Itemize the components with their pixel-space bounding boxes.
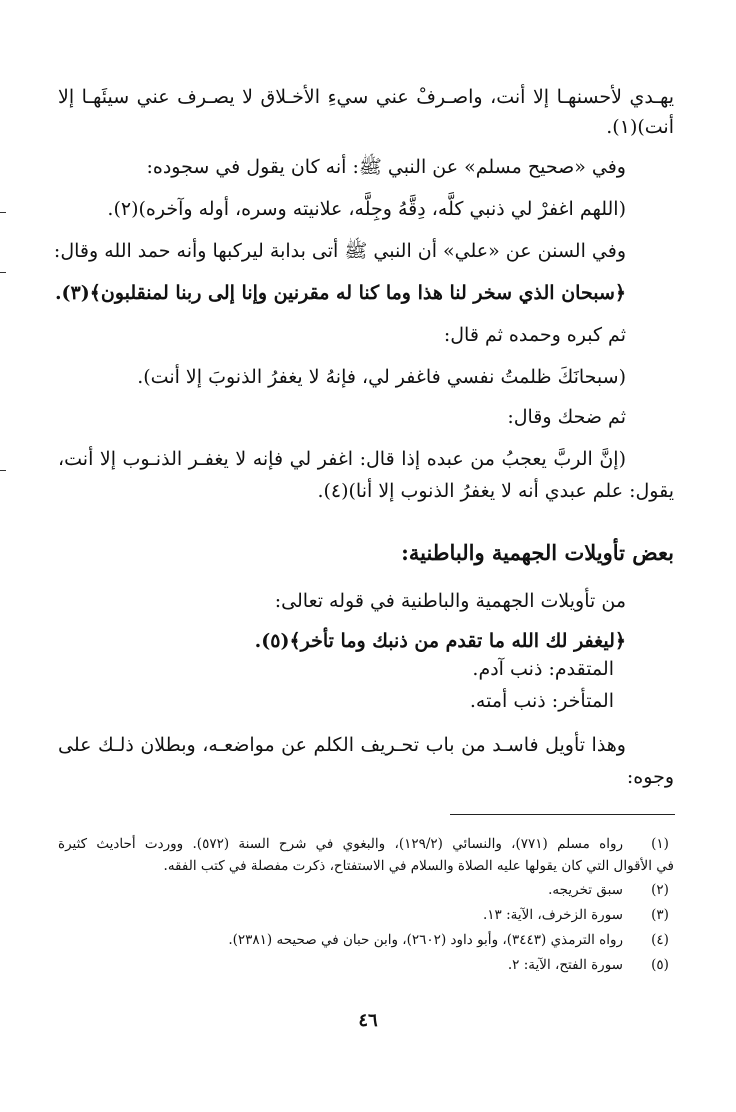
- body-line-2: أنت)(١).: [606, 116, 674, 138]
- body-line-4: (اللهم اغفرْ لي ذنبي كلَّه، دِقَّهُ وجِلَّه، علانيته وسره، أوله وآخره)(٢).: [107, 198, 626, 220]
- footnote-5-text: سورة الفتح، الآية: ٢.: [507, 957, 623, 973]
- body-line-15: المتأخر: ذنب أمته.: [469, 690, 614, 712]
- page-number: ٤٦: [358, 1010, 378, 1031]
- body-line-5: وفي السنن عن «علي» أن النبي ﷺ أتى بدابة ليركبها وأنه حمد الله وقال:: [53, 240, 626, 262]
- footnote-2-text: سبق تخريجه.: [548, 882, 623, 898]
- quran-verse-1: ﴿سبحان الذي سخر لنا هذا وما كنا له مقرنين وإنا إلى ربنا لمنقلبون﴾(٣).: [54, 282, 626, 304]
- footnote-separator: [450, 814, 675, 815]
- footnote-number-1: (١): [651, 836, 669, 852]
- quran-verse-2: ﴿ليغفر لك الله ما تقدم من ذنبك وما تأخر﴾(٥).: [254, 630, 626, 652]
- margin-tick: [0, 470, 6, 471]
- footnote-1-line-1: رواه مسلم (٧٧١)، والنسائي (١٢٩/٢)، والبغوي في شرح السنة (٥٧٢). ووردت أحاديث كثيرة: [58, 836, 623, 852]
- section-heading: بعض تأويلات الجهمية والباطنية:: [401, 540, 674, 565]
- body-line-9: ثم ضحك وقال:: [507, 406, 626, 428]
- body-line-17: وجوه:: [626, 766, 674, 788]
- body-line-7: ثم كبره وحمده ثم قال:: [443, 324, 626, 346]
- body-line-16: وهذا تأويل فاسـد من باب تحـريف الكلم عن مواضعـه، وبطلان ذلـك على: [58, 734, 626, 756]
- body-line-10: (إنَّ الربَّ يعجبُ من عبده إذا قال: اغفر لي فإنه لا يغفـر الذنـوب إلا أنت،: [58, 448, 626, 470]
- body-line-1: يهـدي لأحسنهـا إلا أنت، واصـرفْ عني سيءِ الأخـلاق لا يصـرف عني سيئَهـا إلا: [58, 86, 674, 108]
- body-line-12: من تأويلات الجهمية والباطنية في قوله تعالى:: [274, 590, 626, 612]
- body-line-3: وفي «صحيح مسلم» عن النبي ﷺ: أنه كان يقول في سجوده:: [146, 156, 626, 178]
- body-line-11: يقول: علم عبدي أنه لا يغفرُ الذنوب إلا أنا)(٤).: [317, 480, 674, 502]
- body-line-8: (سبحانَكَ ظلمتُ نفسي فاغفر لي، فإنهُ لا يغفرُ الذنوبَ إلا أنت).: [137, 366, 626, 388]
- footnote-1-line-2: في الأقوال التي كان يقولها عليه الصلاة والسلام في الاستفتاح، ذكرت مفصلة في كتب الفقه.: [163, 858, 674, 874]
- footnote-number-4: (٤): [651, 932, 669, 948]
- body-line-14: المتقدم: ذنب آدم.: [472, 658, 614, 680]
- footnote-number-5: (٥): [651, 957, 669, 973]
- footnote-number-3: (٣): [651, 907, 669, 923]
- footnote-4-text: رواه الترمذي (٣٤٤٣)، وأبو داود (٢٦٠٢)، وابن حبان في صحيحه (٢٣٨١).: [228, 932, 623, 948]
- footnote-number-2: (٢): [651, 882, 669, 898]
- margin-tick: [0, 272, 6, 273]
- footnote-3-text: سورة الزخرف، الآية: ١٣.: [482, 907, 623, 923]
- margin-tick: [0, 212, 6, 213]
